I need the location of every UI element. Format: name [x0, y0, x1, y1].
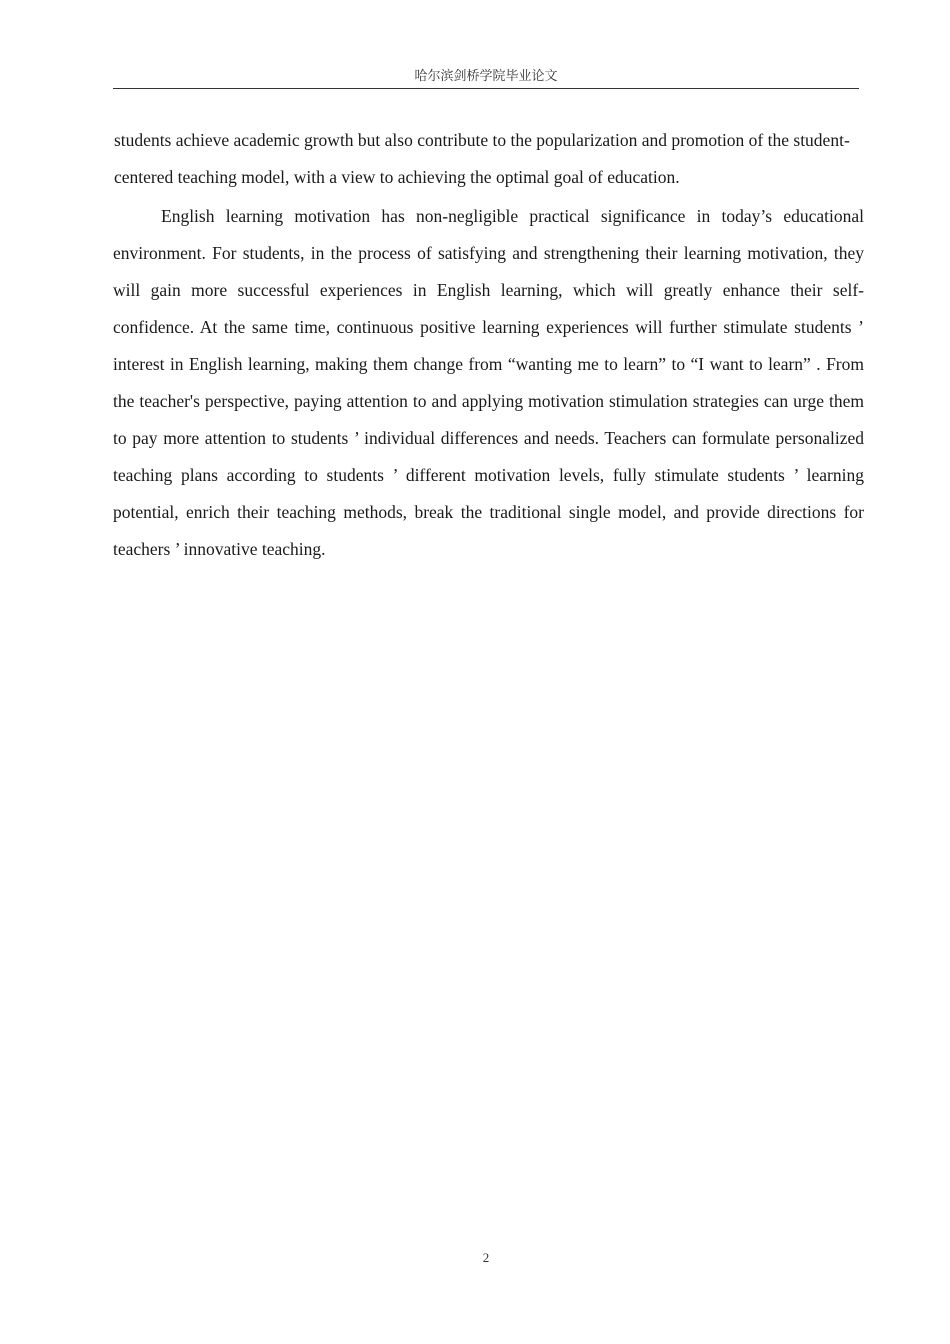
paragraph-continued: students achieve academic growth but also contribute to the popularization and promotion of the student-centered teaching model, with a view to achieving the optimal goal of education.: [114, 130, 850, 187]
header-rule: [113, 88, 859, 89]
page-number: 2: [482, 1250, 490, 1265]
paragraph-motivation-significance: English learning motivation has non-negligible practical significance in today’s educational environment. For students, in the process of satisfying and strengthening their learning motivation, they will gain more successful experiences in English learning, which will greatly enhance their self-confidence. At the same time, continuous positive learning experiences will further stimulate students ’ interest in English learning, making them change from “wanting me to learn” to “I want to learn” . From the teacher's perspective, paying attention to and applying motivation stimulation strategies can urge them to pay more attention to students ’ individual differences and needs. Teachers can formulate personalized teaching plans according to students ’ different motivation levels, fully stimulate students ’ learning potential, enrich their teaching methods, break the traditional single model, and provide directions for teachers ’ innovative teaching.: [113, 206, 864, 559]
running-header: 哈尔滨剑桥学院毕业论文: [414, 68, 558, 83]
body-text: [113, 122, 864, 568]
